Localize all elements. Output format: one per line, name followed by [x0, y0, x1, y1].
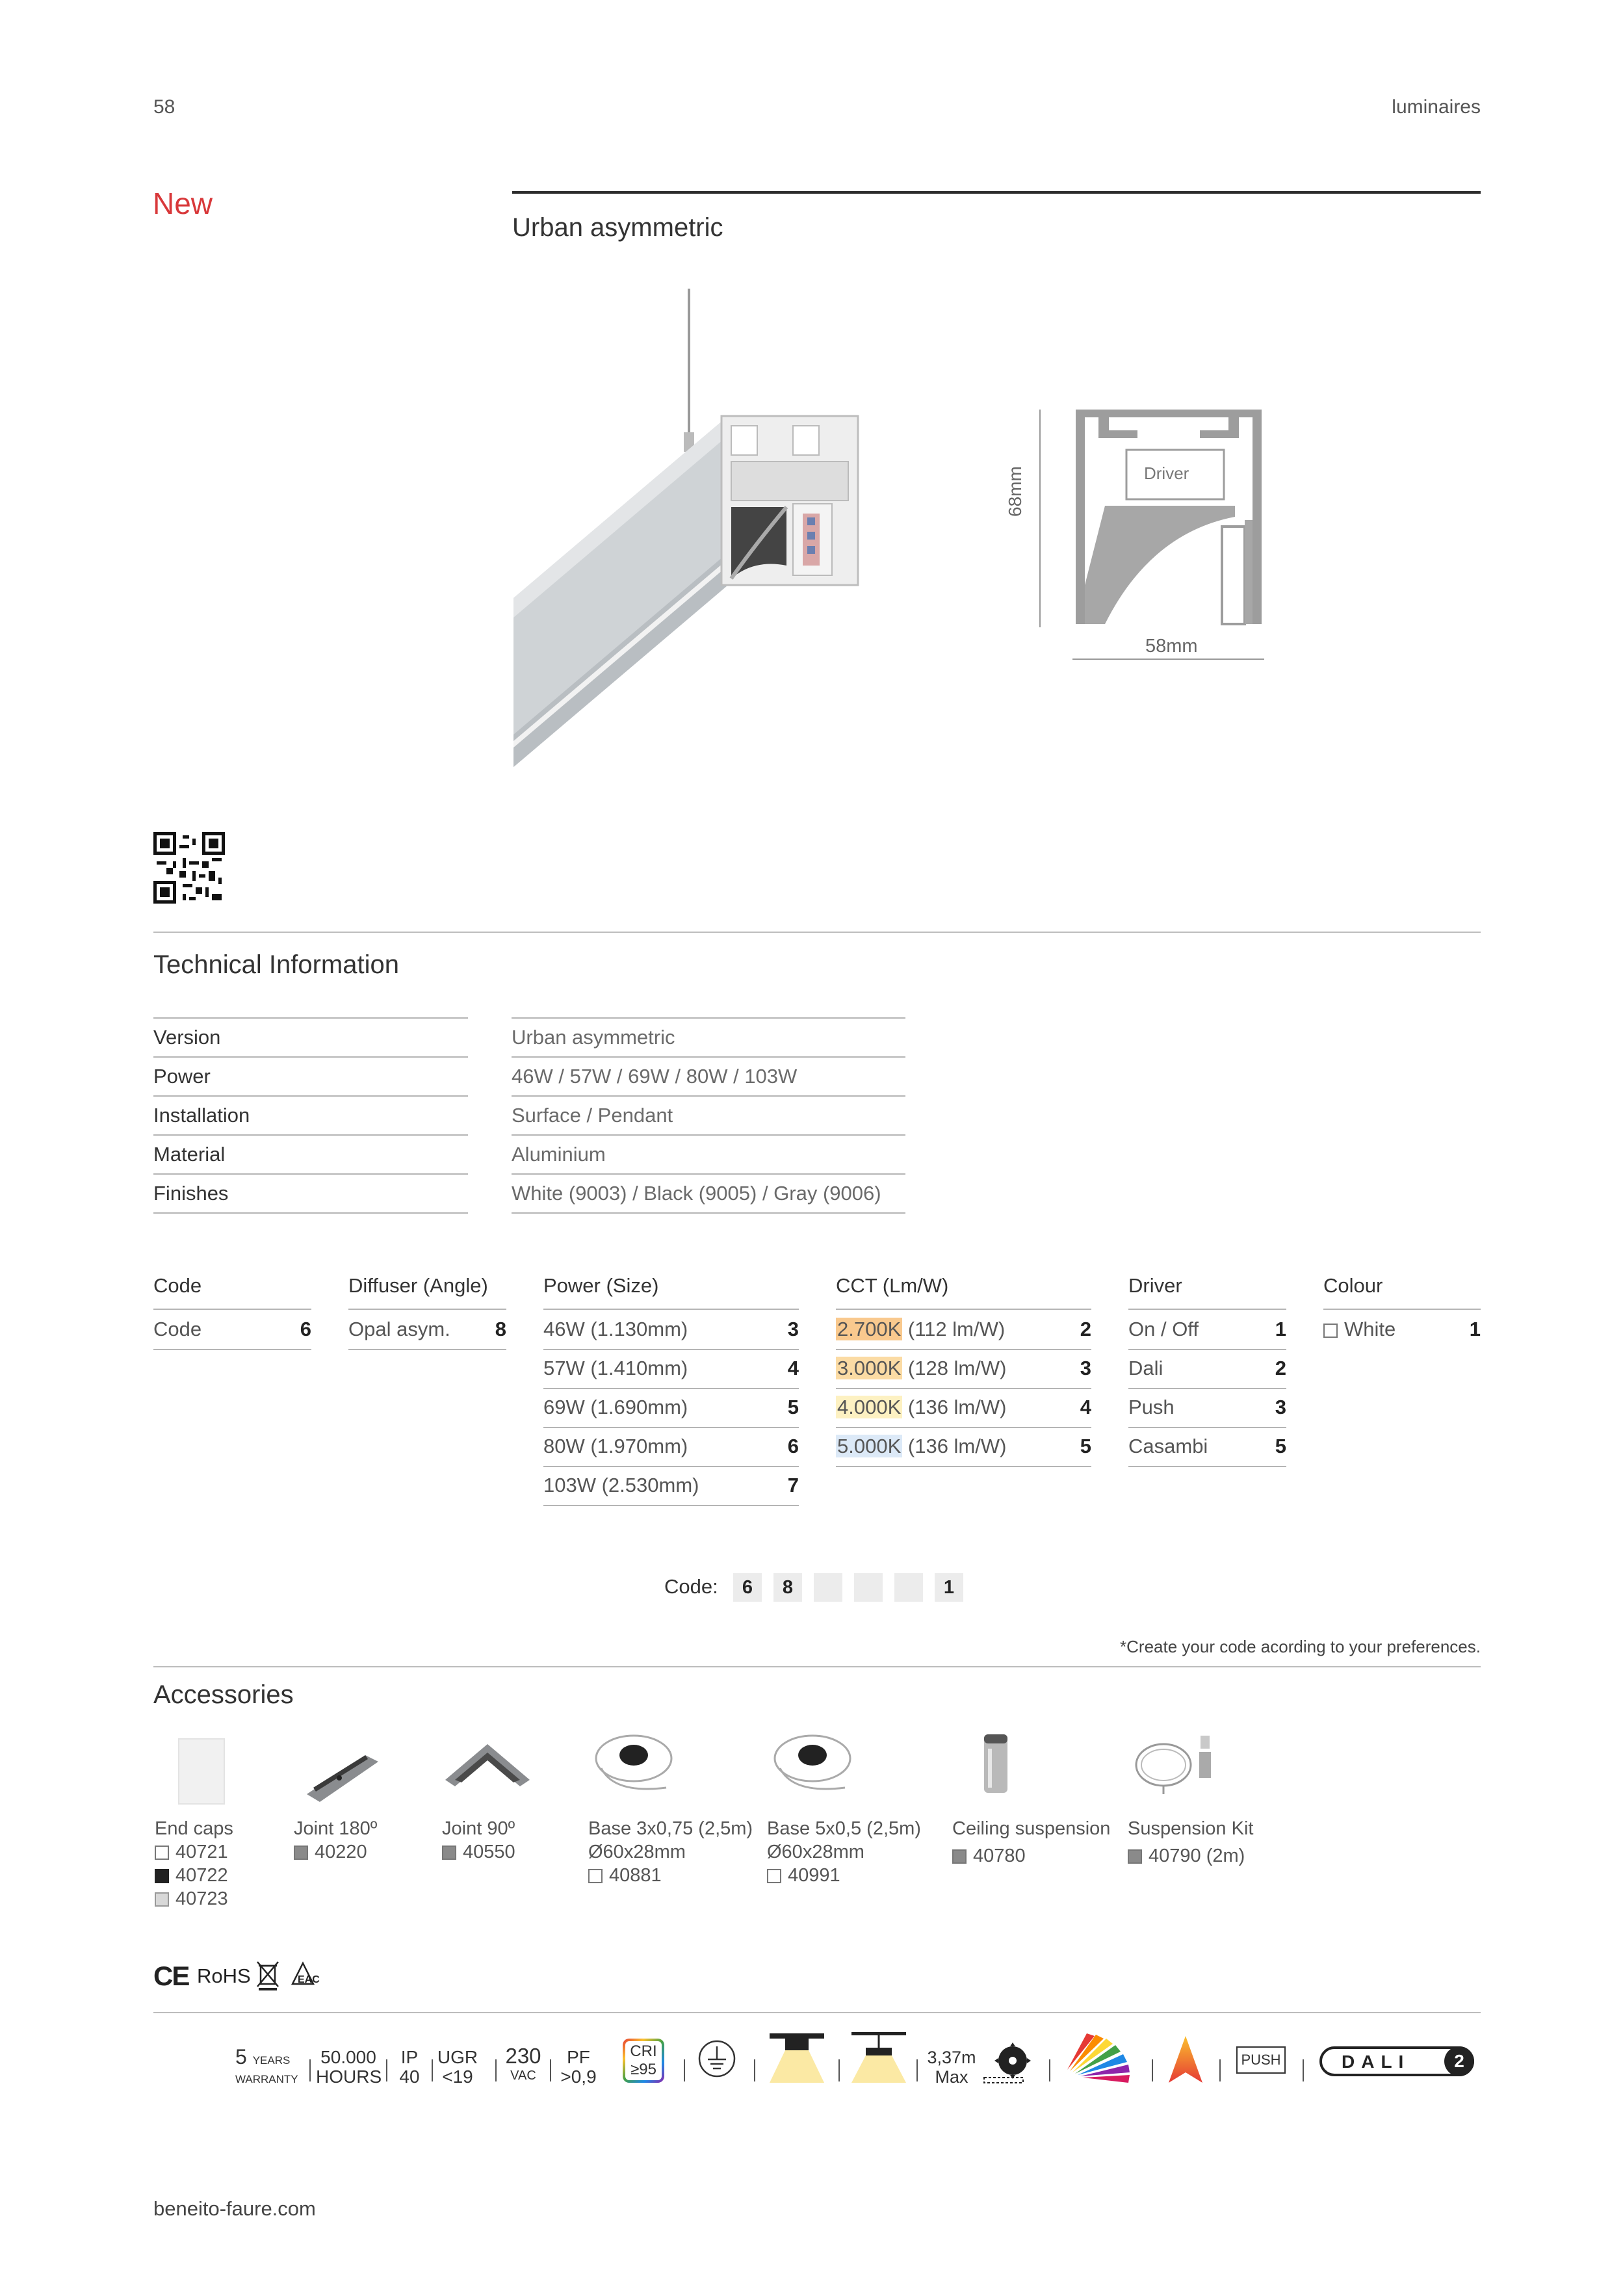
- code-box[interactable]: [814, 1573, 842, 1602]
- power-col-header: Power (Size): [543, 1274, 659, 1297]
- page-number: 58: [153, 96, 175, 118]
- accessory-joint-90: Joint 90º 40550: [442, 1818, 515, 1862]
- driver-option-number: 1: [1275, 1318, 1286, 1340]
- code-box[interactable]: 1: [935, 1573, 963, 1602]
- code-box[interactable]: [894, 1573, 923, 1602]
- cut-to-length-saw-icon: [983, 2041, 1035, 2085]
- white-swatch-icon: [1323, 1324, 1338, 1338]
- driver-option-number: 3: [1275, 1396, 1286, 1418]
- section-divider: [153, 2012, 1481, 2013]
- website-link[interactable]: beneito-faure.com: [153, 2197, 316, 2220]
- driver-option-number: 2: [1275, 1357, 1286, 1379]
- dimmable-flame-icon: [1166, 2033, 1205, 2085]
- power-option: 103W (2.530mm): [543, 1474, 699, 1496]
- lifetime-hours: 50.000 HOURS: [316, 2047, 382, 2087]
- dali-2-logo: DALI 2: [1319, 2046, 1474, 2076]
- colour-option: White: [1323, 1310, 1396, 1349]
- ip-rating: IP 40: [399, 2047, 420, 2087]
- power-option-number: 5: [787, 1396, 799, 1418]
- gray-swatch-icon: [294, 1846, 308, 1860]
- accessory-ceiling-suspension: Ceiling suspension 40780: [952, 1818, 1111, 1866]
- joint-90-image: [442, 1734, 533, 1799]
- ceiling-suspension-image: [976, 1729, 1015, 1801]
- gray-swatch-icon: [952, 1849, 967, 1864]
- pendant-light-icon: [849, 2029, 909, 2085]
- tech-label: Finishes: [153, 1182, 229, 1205]
- code-box[interactable]: 6: [733, 1573, 762, 1602]
- diagram-driver-label: Driver: [1144, 463, 1189, 483]
- cct-value: 5.000K: [837, 1435, 902, 1457]
- tech-label: Installation: [153, 1104, 250, 1127]
- new-label: New: [153, 187, 213, 220]
- accessory-suspension-kit: Suspension Kit 40790 (2m): [1128, 1818, 1254, 1866]
- title-rule: [512, 191, 1481, 194]
- suspension-kit-image: [1128, 1726, 1225, 1804]
- gray-swatch-icon: [155, 1892, 169, 1907]
- voltage-rating: 230 VAC: [505, 2044, 541, 2083]
- push-dimming-badge: PUSH: [1236, 2046, 1286, 2074]
- power-option-number: 4: [787, 1357, 799, 1379]
- diffuser-col-header: Diffuser (Angle): [348, 1274, 488, 1297]
- white-swatch-icon: [767, 1869, 781, 1883]
- power-factor: PF >0,9: [560, 2047, 597, 2087]
- section-divider: [153, 1666, 1481, 1667]
- code-label: Code:: [664, 1575, 718, 1598]
- ugr-rating: UGR <19: [437, 2047, 478, 2087]
- tech-label: Version: [153, 1026, 221, 1049]
- section-divider: [153, 932, 1481, 933]
- accessory-base-5x05: Base 5x0,5 (2,5m) Ø60x28mm 40991: [767, 1818, 921, 1886]
- base-3x075-image: [588, 1729, 679, 1801]
- diagram-width-label: 58mm: [1145, 636, 1198, 657]
- cct-efficacy: (128 lm/W): [907, 1357, 1007, 1379]
- power-option: 80W (1.970mm): [543, 1435, 688, 1457]
- warranty-badge: 5 YEARS WARRANTY: [235, 2045, 298, 2085]
- code-box[interactable]: [854, 1573, 883, 1602]
- code-option: Code: [153, 1318, 202, 1340]
- rohs-label: RoHS: [197, 1964, 251, 1987]
- tech-label: Power: [153, 1065, 211, 1088]
- eac-mark-icon: [289, 1959, 326, 1989]
- code-note: *Create your code acording to your preferences.: [1120, 1637, 1481, 1656]
- accessories-heading: Accessories: [153, 1680, 294, 1709]
- cct-option: [836, 1310, 1005, 1349]
- product-render-image: [507, 286, 871, 780]
- code-option-number: 6: [300, 1318, 311, 1340]
- white-swatch-icon: [155, 1846, 169, 1860]
- cct-option-number: 2: [1080, 1318, 1091, 1340]
- cct-option-number: 4: [1080, 1396, 1091, 1418]
- end-cap-image: [175, 1736, 227, 1807]
- white-swatch-icon: [588, 1869, 603, 1883]
- cct-col-header: CCT (Lm/W): [836, 1274, 949, 1297]
- driver-option: Dali: [1128, 1357, 1163, 1379]
- tech-value: Surface / Pendant: [512, 1104, 673, 1127]
- cct-efficacy: (112 lm/W): [907, 1318, 1006, 1340]
- cross-section-diagram: [1001, 397, 1287, 670]
- driver-option: On / Off: [1128, 1318, 1199, 1340]
- cct-efficacy: (136 lm/W): [907, 1435, 1007, 1457]
- code-col-header: Code: [153, 1274, 202, 1297]
- gray-swatch-icon: [1128, 1849, 1142, 1864]
- tech-value: 46W / 57W / 69W / 80W / 103W: [512, 1065, 798, 1088]
- cct-value: 2.700K: [837, 1318, 902, 1340]
- cct-option: [836, 1349, 1006, 1388]
- product-title: Urban asymmetric: [512, 213, 723, 242]
- qr-code-icon: [153, 832, 225, 904]
- code-box[interactable]: 8: [773, 1573, 802, 1602]
- cct-option: [836, 1427, 1006, 1466]
- max-suspension-height: 3,37m Max: [927, 2048, 976, 2087]
- accessory-base-3x075: Base 3x0,75 (2,5m) Ø60x28mm 40881: [588, 1818, 753, 1886]
- power-option-number: 7: [787, 1474, 799, 1496]
- driver-option: Casambi: [1128, 1435, 1208, 1457]
- power-option: 69W (1.690mm): [543, 1396, 688, 1418]
- cri-icon: CRI ≥95: [623, 2039, 664, 2083]
- cct-option-number: 3: [1080, 1357, 1091, 1379]
- colour-col-header: Colour: [1323, 1274, 1383, 1297]
- diagram-height-label: 68mm: [1005, 466, 1025, 517]
- power-option: 57W (1.410mm): [543, 1357, 688, 1379]
- power-option: 46W (1.130mm): [543, 1318, 688, 1340]
- cct-value: 4.000K: [837, 1396, 902, 1418]
- earth-ground-icon: [697, 2039, 737, 2079]
- accessory-joint-180: Joint 180º 40220: [294, 1818, 378, 1862]
- technical-heading: Technical Information: [153, 950, 399, 979]
- power-option-number: 3: [787, 1318, 799, 1340]
- joint-180-image: [300, 1742, 385, 1807]
- surface-mount-light-icon: [767, 2031, 827, 2085]
- cct-value: 3.000K: [837, 1357, 902, 1379]
- driver-col-header: Driver: [1128, 1274, 1182, 1297]
- ce-mark-icon: CE: [153, 1961, 189, 1991]
- tech-value: White (9003) / Black (9005) / Gray (9006): [512, 1182, 881, 1205]
- svg-text:EAC: EAC: [298, 1974, 320, 1985]
- colour-option-number: 1: [1469, 1318, 1481, 1340]
- power-option-number: 6: [787, 1435, 799, 1457]
- tech-value: Aluminium: [512, 1143, 606, 1166]
- section-name: luminaires: [1392, 96, 1481, 118]
- cct-option: [836, 1388, 1006, 1427]
- accessory-end-caps: End caps 40721 40722 40723: [155, 1818, 233, 1909]
- weee-bin-icon: [255, 1958, 281, 1990]
- base-5x05-image: [767, 1729, 858, 1801]
- gray-swatch-icon: [442, 1846, 456, 1860]
- driver-option-number: 5: [1275, 1435, 1286, 1457]
- cct-option-number: 5: [1080, 1435, 1091, 1457]
- cct-efficacy: (136 lm/W): [907, 1396, 1007, 1418]
- tech-value: Urban asymmetric: [512, 1026, 675, 1049]
- black-swatch-icon: [155, 1869, 169, 1883]
- diffuser-option-number: 8: [495, 1318, 506, 1340]
- driver-option: Push: [1128, 1396, 1175, 1418]
- tech-label: Material: [153, 1143, 226, 1166]
- color-finishes-fan-icon: [1061, 2031, 1139, 2085]
- diffuser-option: Opal asym.: [348, 1318, 450, 1340]
